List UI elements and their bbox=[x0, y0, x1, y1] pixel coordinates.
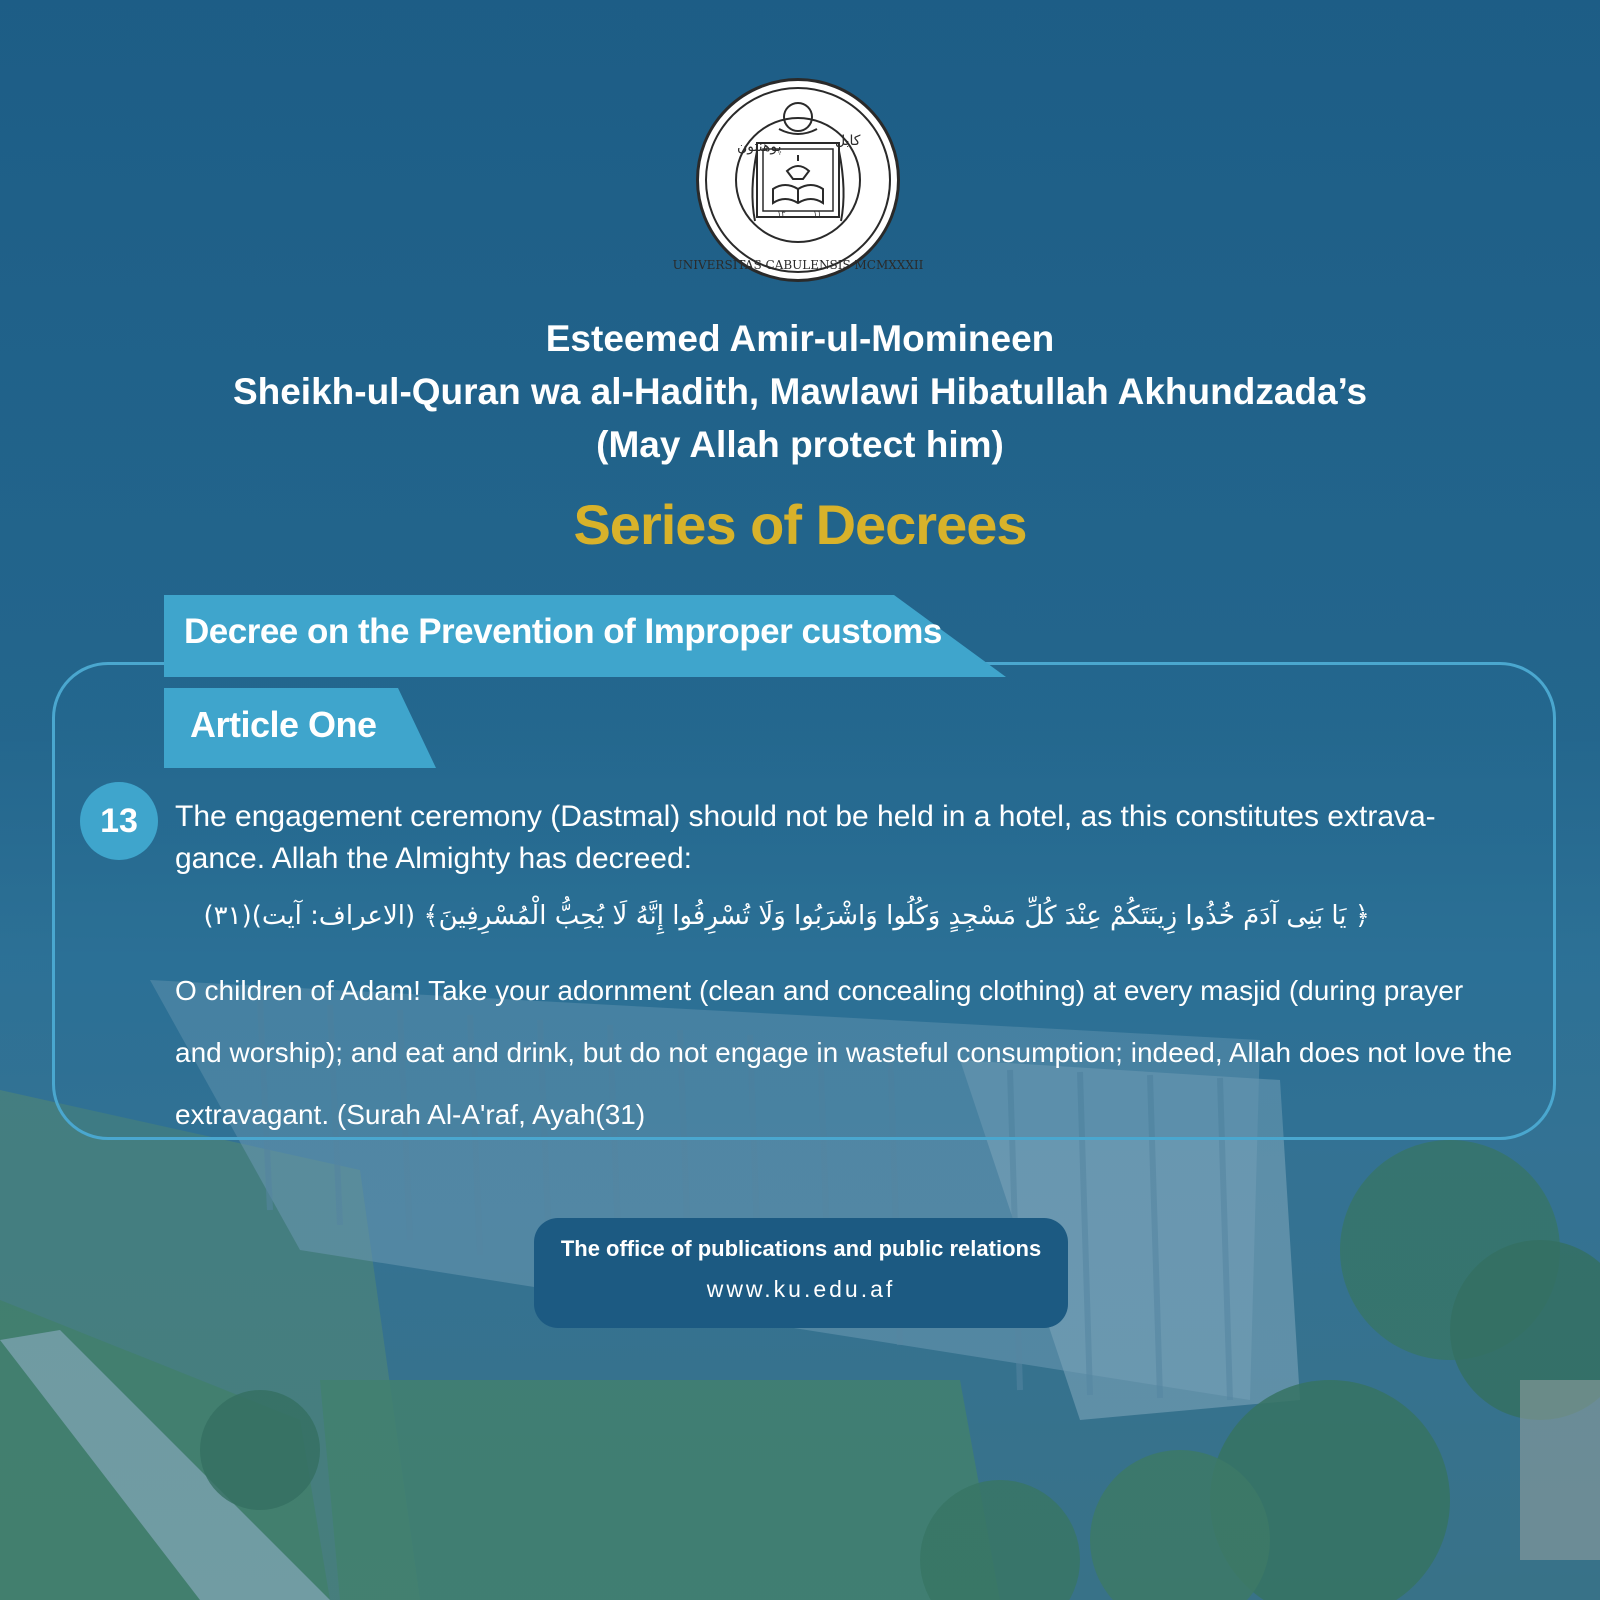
article-title: Article One bbox=[190, 704, 377, 745]
seal-date-left: ۱۳ bbox=[777, 209, 786, 218]
footer-url[interactable]: www.ku.edu.af bbox=[706, 1276, 896, 1302]
article-number-badge: 13 bbox=[80, 782, 158, 860]
university-seal bbox=[672, 78, 924, 282]
seal-emblem-icon bbox=[672, 81, 924, 279]
series-title: Series of Decrees bbox=[573, 493, 1027, 556]
header-line-2: Sheikh-ul-Quran wa al-Hadith, Mawlawi Hibatullah Akhundzada’s bbox=[232, 371, 1368, 412]
seal-city-text: کابل bbox=[835, 133, 861, 149]
header-line-1: Esteemed Amir-ul-Momineen bbox=[545, 318, 1055, 359]
decree-title: Decree on the Prevention of Improper customs bbox=[184, 612, 942, 651]
decree-text: The engagement ceremony (Dastmal) should not be held in a hotel, as this constitutes extrava-gance. Allah the Almighty has decreed: bbox=[175, 800, 1436, 875]
footer-box bbox=[534, 1218, 1068, 1328]
quran-verse-arabic: ﴿ يَا بَنِى آدَمَ خُذُوا زِينَتَكُمْ عِنْدَ كُلِّ مَسْجِدٍ وَكُلُوا وَاشْرَبُوا وَلَا تُسْرِفُوا إِنَّهُ لَا يُحِبُّ الْمُسْرِفِينَ﴾ (الاعراف: آیت)(۳۱) bbox=[203, 901, 1370, 931]
header-line-3: (May Allah protect him) bbox=[596, 424, 1004, 465]
seal-date-right: ۱۱ bbox=[813, 209, 822, 218]
footer-office: The office of publications and public relations bbox=[560, 1236, 1042, 1261]
verse-translation: O children of Adam! Take your adornment (clean and concealing clothing) at every masjid (during prayer and worship); and eat and drink, but do not engage in wasteful consumption; indeed, Allah does not love the extravagant. (Surah Al-A'raf, Ayah(31) bbox=[175, 975, 1513, 1130]
seal-outer-text: UNIVERSITAS CABULENSIS MCMXXXII bbox=[672, 258, 924, 272]
seal-pashto-text: پوهنتون bbox=[737, 139, 782, 155]
